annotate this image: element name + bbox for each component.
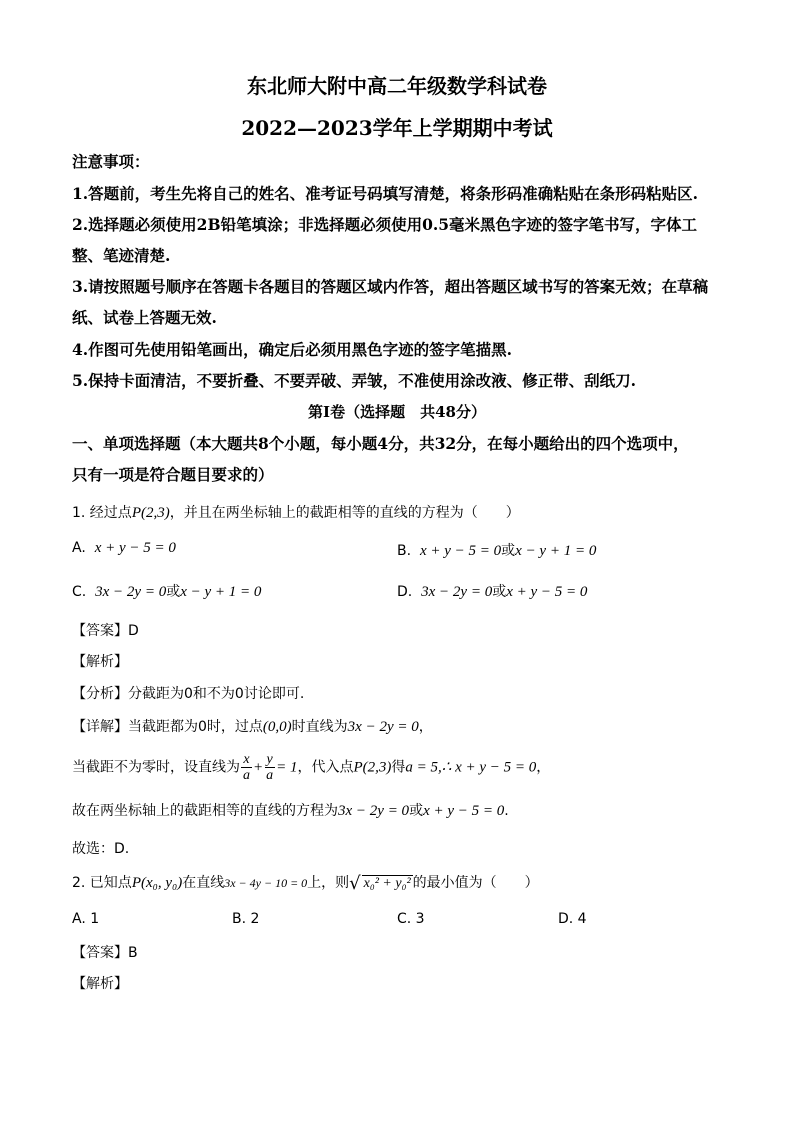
q1-option-a-text: x + y − 5 = 0 (94, 540, 176, 556)
q1-option-a-label: A. (72, 540, 86, 556)
fraction-denominator: a (243, 768, 250, 783)
detail-text: 当截距都为0时，过点 (128, 719, 263, 735)
q1-option-c-eq2: x − y + 1 = 0 (180, 584, 262, 600)
notice-item: 4.作图可先使用铅笔画出，确定后必须用黑色字迹的签字笔描黑. (72, 340, 513, 359)
detail-text: ， (536, 759, 551, 776)
question-1-prefix: 1. 经过点 (72, 505, 132, 521)
q1-detail-line3 (72, 800, 722, 820)
q1-option-c (72, 581, 261, 601)
fraction-denominator: a (266, 768, 274, 783)
detail-equation: 3x − 2y = 0 (338, 803, 410, 819)
q1-option-d-eq2: x + y − 5 = 0 (506, 584, 588, 600)
q1-option-d (397, 581, 587, 601)
answer-value: D (128, 623, 139, 639)
question-2-point: P(x₀, y₀) (131, 875, 183, 891)
part1-heading: 第Ⅰ卷（选择题 共48分） (308, 403, 486, 421)
detail-text: 得 (391, 759, 406, 776)
notice-item: 整、笔迹清楚. (72, 246, 171, 265)
question-1-point: P(2,3) (131, 505, 170, 521)
q2-option-c: C. 3 (397, 911, 425, 927)
notice-item: 纸、试卷上答题无效. (72, 308, 217, 327)
radical-sign: √ (349, 873, 361, 894)
answer-value: B (128, 945, 138, 961)
detail-text: 当截距不为零时，设直线为 (72, 759, 240, 776)
q1-option-b (397, 540, 596, 560)
notice-item: 3.请按照题号顺序在答题卡各题目的答题区域内作答，超出答题区域书写的答案无效；在草稿 (72, 277, 709, 296)
q1-option-c-eq1: 3x − 2y = 0 (95, 584, 167, 600)
q1-option-c-or: 或 (166, 584, 181, 600)
detail-equation: a = 5,∴ x + y − 5 = 0 (405, 759, 537, 776)
detail-point: P(2,3) (353, 759, 392, 776)
q1-option-d-label: D. (397, 584, 413, 600)
q1-analysis-tag: 【解析】 (72, 654, 128, 670)
q1-option-b-or: 或 (501, 543, 516, 559)
detail-text: 或 (409, 803, 424, 819)
q2-option-a: A. 1 (72, 911, 100, 927)
q1-fenxi (72, 683, 722, 703)
answer-tag: 【答案】 (72, 945, 128, 961)
sqrt-expression: x₀² + y₀² (363, 876, 411, 891)
q1-answer (72, 620, 722, 640)
question-2-stem (72, 872, 722, 894)
detail-point: (0,0) (262, 719, 292, 735)
q2-analysis-tag: 【解析】 (72, 976, 128, 992)
plus-sign: + (253, 759, 264, 776)
q2-option-d: D. 4 (558, 911, 587, 927)
q1-option-d-or: 或 (492, 584, 507, 600)
detail-text: 时直线为 (291, 719, 348, 735)
q1-detail-line1 (72, 716, 722, 736)
question-2-line-equation: 3x − 4y − 10 = 0 (224, 876, 308, 890)
q1-conclusion: 故选：D. (72, 841, 130, 857)
detail-equation: x + y − 5 = 0 (423, 803, 505, 819)
exam-title: 东北师大附中高二年级数学科试卷 (247, 74, 547, 98)
fraction-y-over-a (264, 752, 275, 783)
q1-option-b-label: B. (397, 543, 412, 559)
q1-option-d-eq1: 3x − 2y = 0 (421, 584, 493, 600)
fraction-numerator: y (266, 752, 273, 767)
detail-tag: 【详解】 (72, 719, 128, 735)
notice-heading: 注意事项： (72, 152, 150, 171)
section-heading-line2: 只有一项是符合题目要求的） (72, 465, 274, 484)
section-heading-line1: 一、单项选择题（本大题共8个小题，每小题4分，共32分，在每小题给出的四个选项中， (72, 434, 689, 453)
answer-tag: 【答案】 (72, 623, 128, 639)
detail-equation: 3x − 2y = 0 (347, 719, 419, 735)
detail-text: . (504, 803, 509, 819)
notice-item: 1.答题前，考生先将自己的姓名、准考证号码填写清楚，将条形码准确粘贴在条形码粘贴区. (72, 184, 699, 203)
question-2-suffix: 的最小值为（ ） (412, 875, 539, 891)
fraction-x-over-a (241, 752, 252, 783)
detail-text: ， (418, 719, 433, 735)
question-2-text: 在直线 (182, 875, 225, 891)
fenxi-text: 分截距为0和不为0讨论即可. (128, 686, 305, 702)
fenxi-tag: 【分析】 (72, 686, 128, 702)
q1-detail-line2 (72, 752, 722, 783)
detail-text: 故在两坐标轴上的截距相等的直线的方程为 (72, 803, 338, 819)
question-1-suffix: ，并且在两坐标轴上的截距相等的直线的方程为（ ） (169, 505, 520, 521)
question-1-stem (72, 502, 722, 522)
exam-subtitle: 2022—2023学年上学期期中考试 (241, 116, 553, 140)
q1-option-b-eq1: x + y − 5 = 0 (419, 543, 502, 559)
question-2-prefix: 2. 已知点 (72, 875, 132, 891)
equals-one: = 1 (276, 759, 298, 776)
q1-option-c-label: C. (72, 584, 87, 600)
fraction-numerator: x (243, 752, 250, 767)
q1-option-a (72, 540, 176, 557)
q1-option-b-eq2: x − y + 1 = 0 (515, 543, 597, 559)
notice-item: 5.保持卡面清洁，不要折叠、不要弄破、弄皱，不准使用涂改液、修正带、刮纸刀. (72, 371, 637, 390)
detail-text: ，代入点 (297, 759, 354, 776)
notice-item: 2.选择题必须使用2B铅笔填涂；非选择题必须使用0.5毫米黑色字迹的签字笔书写，字体工 (72, 215, 698, 234)
q2-answer (72, 942, 722, 962)
q2-option-b: B. 2 (232, 911, 260, 927)
question-2-text: 上，则 (307, 875, 350, 891)
